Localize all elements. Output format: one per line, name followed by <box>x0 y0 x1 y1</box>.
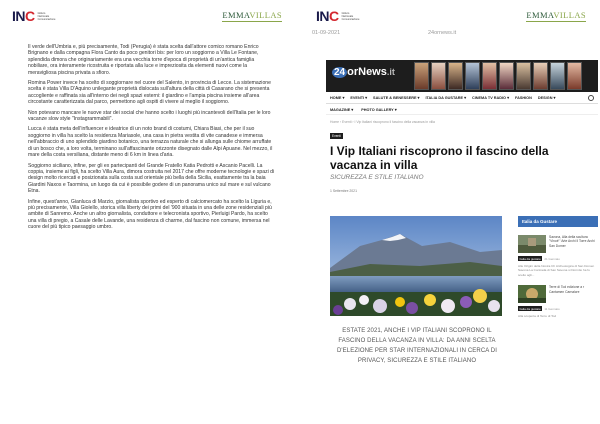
emma-villas-logo: EMMAVILLAS <box>526 10 586 20</box>
right-page <box>304 0 600 424</box>
sub-nav <box>326 104 598 115</box>
magazine-cover[interactable] <box>448 62 463 90</box>
article-title: I Vip Italiani riscoprono il fascino della vacanza in villa <box>330 144 549 172</box>
magazine-cover[interactable] <box>431 62 446 90</box>
thumbnail-image[interactable] <box>518 235 546 253</box>
paragraph: Il verde dell'Umbria e, più precisamente, Todi (Perugia) è stata scelta dall'attore comico romano Enrico Brignano e dalla compagna Flora Canto da poco genitori bis: per loro un soggiorno a Villa Le Fontane, splendida dimora che originariamente era una vecchia torre d'epoca di proprietà di un'antica famiglia nobiliare, ora interamente ricostruita e riportata alla luce e impreziosita da elementi nuovi come la meravigliosa piscina privata a sfioro. <box>28 44 259 76</box>
sidebar-item[interactable] <box>518 285 598 318</box>
nav-cinema[interactable]: CINEMA TV RADIO ▾ <box>471 96 509 100</box>
website-screenshot <box>326 60 598 384</box>
paragraph: Soggiorno siciliano, infine, per gli ex partecipanti del Grande Fratello Katia Pedrotti e Ascanio Pacelli. La coppia, insieme ai figli, ha scelto Villa Aura, dimora costruita nel 2017 che offre moderne tecnologie e spazi di design molto ricercati e posizionata sulla costa sud orientale più bella della Sicilia, esattamente tra la baia Giardini Naxos e Taormina, un luogo da cui è possibile godere di un panorama unico sul mare e sul vulcano Etna. <box>28 162 275 195</box>
site-logo[interactable]: 24 orNews.it <box>334 66 395 78</box>
sidebar-heading: Italia da Gustare <box>518 216 598 227</box>
magazine-cover[interactable] <box>550 62 565 90</box>
clipping-date: 01-09-2021 <box>312 30 341 36</box>
article-date: 1 Settembre 2021 <box>330 189 357 193</box>
inc-logo: INC Istituto Nazionale Comunicazione <box>316 8 372 24</box>
breadcrumb[interactable]: Home › Eventi › I Vip Italiani riscoprono il fascino della vacanza in villa <box>330 120 435 124</box>
hero-image <box>330 216 502 316</box>
magazine-cover[interactable] <box>499 62 514 90</box>
paragraph: Romina Power invece ha scelto di soggiornare nel cuore del Salento, in provincia di Lecce. La sistemazione scelta è stata Villa D'Aquino unilegante proprietà dislocata sull'altura della città di Casarano che si presenta accogliente e raffinata sia all'interno dei negli spazi esterni: il giardino e l'ampia piscina insieme all'area circostante caratterizzata dal parco, permettono agli ospiti di vivere al meglio il soggiorno. <box>28 80 271 106</box>
magazine-cover[interactable] <box>533 62 548 90</box>
magazine-cover[interactable] <box>516 62 531 90</box>
lake-mountain-photo <box>330 216 502 316</box>
paragraph: Lucca è stata meta dell'influencer e ideatrice di un noto brand di costumi, Chiara Biasi, che per il suo soggiorno in villa ha scelto la residenza Mariasole, una casa in pietra vestita di vite canadese e immersa nell'abbraccio di uno splendido giardino botanico, una terrazza naturale che si allunga sulle chiome arruffate di un bosco che, a loro volta, terminano sull'affascinante orizzonte disegnato dalle Alpi Apuane. Nel mezzo, il mare della costa versiliana, distante meno di 6 km in linea d'aria. <box>28 126 273 159</box>
article-lead: ESTATE 2021, ANCHE I VIP ITALIANI SCOPRONO IL FASCINO DELLA VACANZA IN VILLA: DA ANNI SCELTA D'ELEZIONE PER STAR INTERNAZIONALI IN CERCA DI PRIVACY, SICUREZZA E STILE ITALIANO <box>337 328 497 364</box>
sidebar-item-date: 21 Gennaio <box>544 256 560 261</box>
inc-logo: INC Istituto Nazionale Comunicazione <box>12 8 68 24</box>
left-page <box>0 0 296 424</box>
inc-sub-3: Comunicazione <box>37 17 56 21</box>
paragraph: Non potevano mancare le nuove star dei social che hanno scelto i luoghi più incantevoli dell'Italia per le loro vacanze slow style "Instagrammabili". <box>28 109 271 123</box>
main-nav <box>326 92 598 104</box>
inc-sub-1: Istituto <box>341 11 350 15</box>
nav-magazine[interactable]: MAGAZINE ▾ <box>330 107 354 112</box>
sidebar-item-title[interactable]: Savona, Alla della scultura "Vinoè" 'Arte Archi Il Torre Archi San Domer <box>549 235 595 248</box>
search-icon[interactable] <box>588 95 594 101</box>
inc-sub-3: Comunicazione <box>341 17 360 21</box>
nav-photo-gallery[interactable]: PHOTO GALLERY ▾ <box>361 107 397 112</box>
nav-fashion[interactable]: FASHION <box>514 95 532 100</box>
emma-villas-logo: EMMAVILLAS <box>222 10 282 20</box>
site-header <box>326 60 598 92</box>
inc-sub-2: Nazionale <box>37 14 50 18</box>
category-tag[interactable]: Eventi <box>332 134 341 138</box>
sidebar <box>518 216 598 319</box>
nav-design[interactable]: DESIGN ▾ <box>537 96 556 100</box>
category-badge[interactable]: Italia da gustare <box>519 256 541 261</box>
magazine-cover[interactable] <box>465 62 480 90</box>
thumbnail-image[interactable] <box>518 285 546 303</box>
article-body <box>28 44 276 235</box>
sidebar-item[interactable] <box>518 235 598 277</box>
magazine-covers <box>414 62 582 90</box>
nav-eventi[interactable]: EVENTI ▾ <box>350 96 368 100</box>
inc-sub-2: Nazionale <box>341 14 354 18</box>
article-subtitle: SICUREZZA E STILE ITALIANO <box>330 174 424 181</box>
clipping-source: 24ornews.it <box>428 30 457 36</box>
paragraph: Infine, quest'anno, Gianluca di Marzio, giornalista sportivo ed esperto di calciomercato ha scelto la Liguria e, più precisamente, Villa Giolello, storica villa liberty dei primi del '900 situata in una delle zone residenziali più ambite di Sanremo. Anche un altro giornalista, conduttore e telecronista sportivo, Pierluigi Pardo, ha scelto una villa di pregio, a Casale delle Lavande, una residenza di charme, dal fascino non comune, immersa nel cuore del più tipico paesaggio umbro. <box>28 198 272 231</box>
nav-salute[interactable]: SALUTE & BENESSERE ▾ <box>373 96 420 100</box>
sidebar-item-excerpt: Alla scoperta di Terre di Tod <box>518 314 557 319</box>
sidebar-item-excerpt: Alle Origini della Nostra Ch Archeologica di San Domen Savona La Contrada di San Savona si Dormito ha fu scelto agli... <box>518 264 595 277</box>
magazine-cover[interactable] <box>567 62 582 90</box>
nav-home[interactable]: HOME ▾ <box>330 96 345 100</box>
sidebar-item-date: 11 Gennaio <box>544 306 560 311</box>
nav-italia[interactable]: ITALIA DA GUSTARE ▾ <box>425 96 466 100</box>
magazine-cover[interactable] <box>414 62 429 90</box>
sidebar-item-title[interactable]: Terre di Tod edizione a r Cantamen Carnalcre <box>549 285 585 294</box>
category-badge[interactable]: Italia da gustare <box>519 306 541 311</box>
magazine-cover[interactable] <box>482 62 497 90</box>
inc-sub-1: Istituto <box>37 11 46 15</box>
